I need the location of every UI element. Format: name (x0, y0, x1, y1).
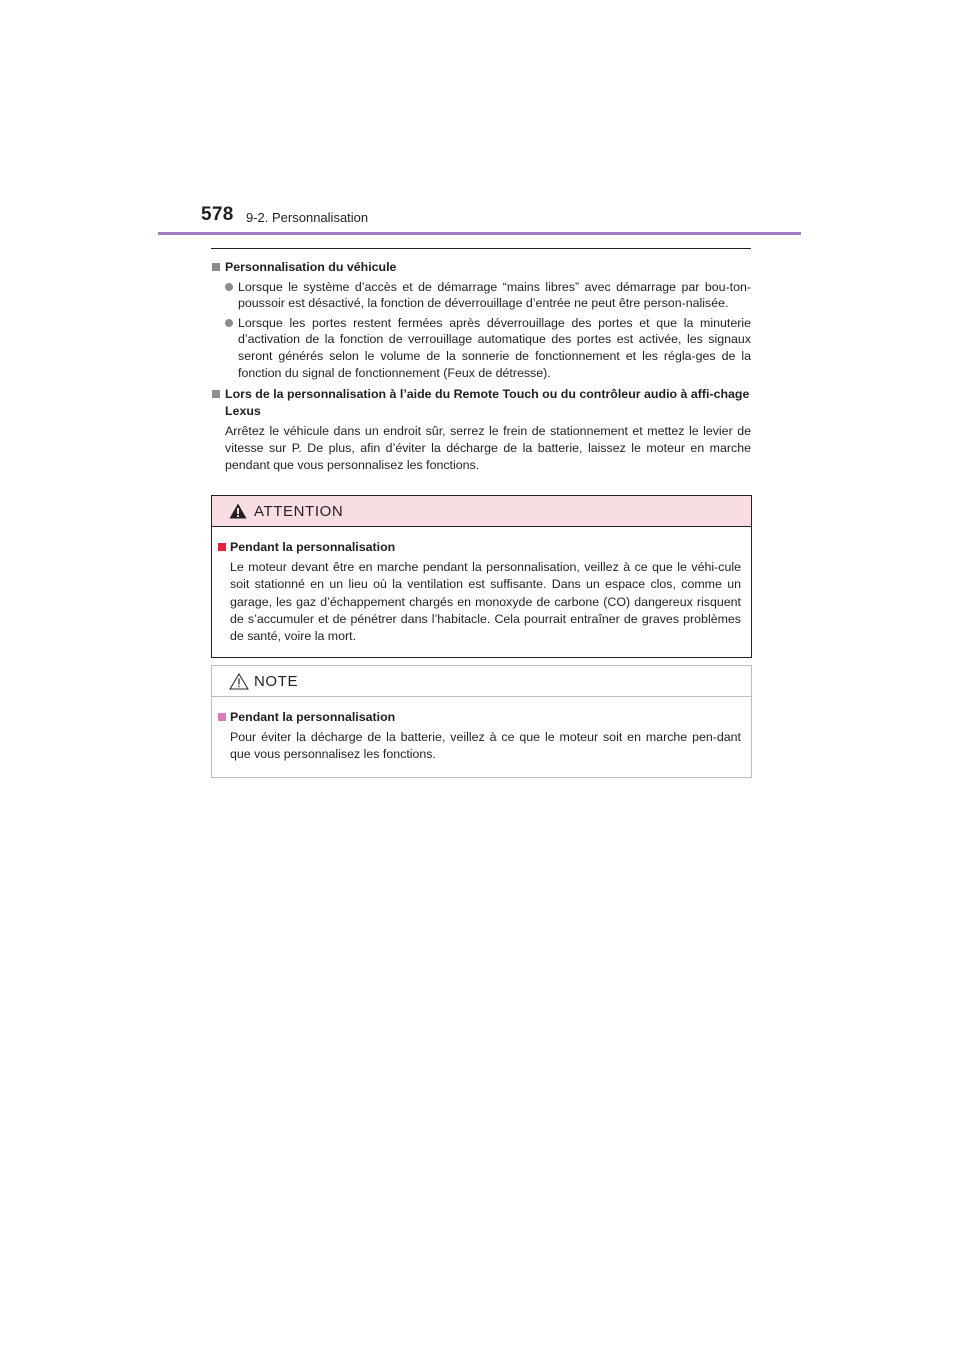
note-body (212, 697, 751, 764)
main-content (211, 257, 751, 473)
square-bullet-icon (212, 263, 220, 271)
section-title: 9-2. Personnalisation (246, 210, 369, 225)
note-header (212, 666, 751, 697)
bullet-text: Lorsque les portes restent fermées après déverrouillage des portes et que la minuterie d’activation de la fonction de verrouillage automatique des portes est activée, les signaux seront générés selon le volume de la sonnerie de fonctionnement et les régla-ges de la fonction du signal de fonctionnement (Feux de détresse). (238, 315, 751, 380)
note-title: NOTE (254, 673, 299, 690)
header-rule (158, 232, 801, 235)
note-heading-text: Pendant la personnalisation (230, 710, 396, 724)
heading-text: Lors de la personnalisation à l’aide du Remote Touch ou du contrôleur audio à affi-chage Lexus (225, 387, 750, 418)
attention-heading-text: Pendant la personnalisation (230, 540, 396, 554)
attention-box (211, 495, 752, 658)
bullet-item (211, 315, 751, 381)
heading-remote-touch (211, 386, 751, 419)
page-header (0, 0, 960, 240)
bullet-item (211, 279, 751, 312)
attention-text: Le moteur devant être en marche pendant la personnalisation, veillez à ce que le véhi-cule soit stationné en un lieu où la ventilation est suffisante. Dans un espace clos, comme un garage, les gaz d’échappement chargés en monoxyde de carbone (CO) dangereux risquent de s’accumuler et de pénétrer dans l’habitacle. Cela pourrait entraîner de graves problèmes de santé, voire la mort. (230, 560, 741, 644)
bullet-text: Lorsque le système d’accès et de démarrage “mains libres” avec démarrage par bou-ton-poussoir est désactivé, la fonction de déverrouillage d’entrée ne peut être person-nalisée. (238, 279, 751, 311)
warning-triangle-icon (229, 503, 247, 519)
attention-body (212, 527, 751, 645)
attention-title: ATTENTION (254, 503, 344, 520)
square-bullet-icon (218, 543, 226, 551)
circle-bullet-icon (225, 319, 233, 327)
note-text: Pour éviter la décharge de la batterie, veillez à ce que le moteur soit en marche pen-dant que vous personnalisez les fonctions. (230, 730, 741, 762)
attention-header (212, 496, 751, 527)
note-heading (215, 709, 741, 726)
paragraph: Arrêtez le véhicule dans un endroit sûr, serrez le frein de stationnement et mettez le levier de vitesse sur P. De plus, afin d’éviter la décharge de la batterie, laissez le moteur en marche pendant que vous personnalisez les fonctions. (225, 424, 751, 472)
square-bullet-icon (218, 713, 226, 721)
note-box (211, 665, 752, 778)
attention-heading (215, 539, 741, 556)
content-top-rule (211, 248, 751, 249)
note-triangle-icon (229, 673, 249, 690)
page-number: 578 (201, 204, 234, 225)
heading-vehicle-personalization (211, 259, 751, 276)
square-bullet-icon (212, 390, 220, 398)
circle-bullet-icon (225, 283, 233, 291)
heading-text: Personnalisation du véhicule (225, 260, 397, 274)
